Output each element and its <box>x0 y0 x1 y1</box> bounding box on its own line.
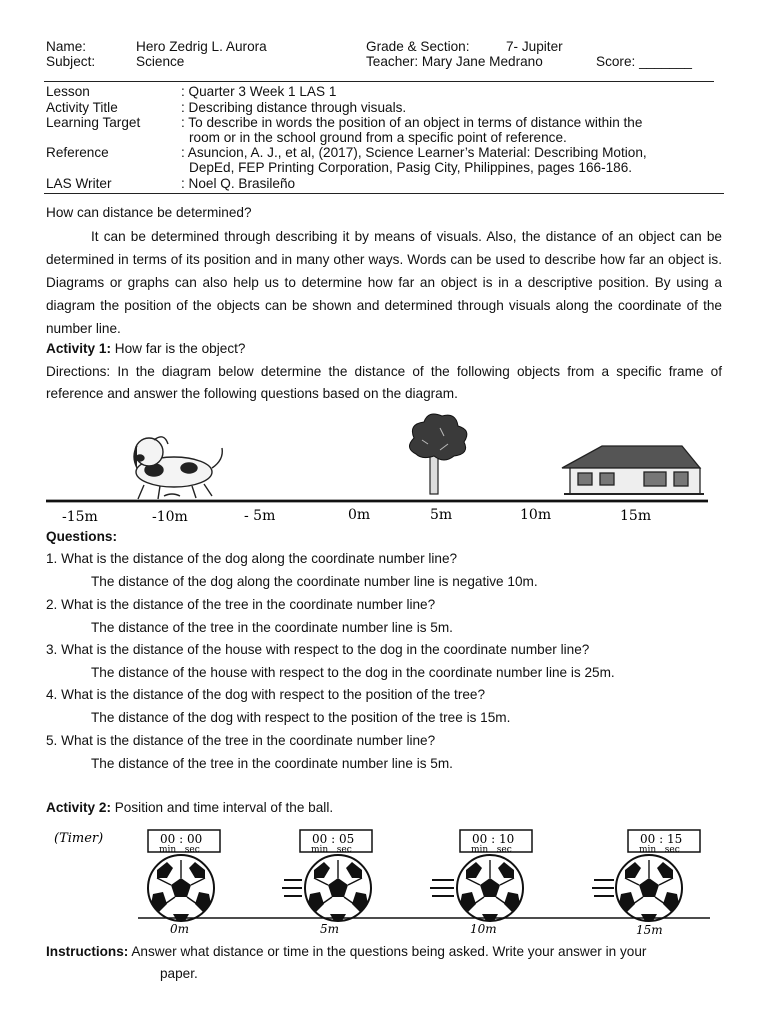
question: 2. What is the distance of the tree in the coordinate number line? <box>46 597 436 612</box>
intro-paragraph-text: It can be determined through describing it by means of visuals. Also, the distance of an object can be determined in terms of its position and in many other ways. Words can be used to describe how far an object is. Diagrams or graphs can also help us to determine how far an object is in a descriptive position. By using a diagram the position of the objects can be shown and determined through visuals along the coordinate of the number line. <box>46 229 722 336</box>
motion-lines-icon <box>592 880 614 896</box>
timer-time: 00 : 10 <box>472 832 515 846</box>
meta-value: : Asuncion, A. J., et al, (2017), Science Learner’s Material: Describing Motion, <box>181 145 647 160</box>
instructions-text-continued: paper. <box>160 966 198 981</box>
instructions-label: Instructions: <box>46 944 129 959</box>
activity2-title: Position and time interval of the ball. <box>110 800 334 815</box>
grade-label: Grade & Section: <box>366 39 470 54</box>
meta-label: Learning Target <box>46 115 141 130</box>
activity1-directions: Directions: In the diagram below determine the distance of the following objects from a specific frame of reference and answer the following questions based on the diagram. <box>46 364 722 401</box>
answer: The distance of the dog along the coordinate number line is negative 10m. <box>91 574 538 589</box>
score-label: Score: _______ <box>596 54 692 69</box>
soccer-ball-icon <box>305 855 371 921</box>
answer: The distance of the dog with respect to the position of the tree is 15m. <box>91 710 511 725</box>
motion-lines-icon <box>430 880 454 896</box>
activity1-label: Activity 1: <box>46 341 111 356</box>
grade-value: 7- Jupiter <box>506 39 563 54</box>
timer-units: min sec <box>159 845 200 855</box>
tick-label: 0m <box>348 507 371 523</box>
timer-label: (Timer) <box>54 831 104 846</box>
question: 5. What is the distance of the tree in the coordinate number line? <box>46 733 436 748</box>
intro-question: How can distance be determined? <box>46 205 252 220</box>
activity1-title: How far is the object? <box>110 341 246 356</box>
position-label: 5m <box>320 922 340 936</box>
tick-label: 10m <box>520 507 552 523</box>
header-divider <box>44 81 714 82</box>
meta-label: Reference <box>46 145 109 160</box>
answer: The distance of the tree in the coordinate number line is 5m. <box>91 756 453 771</box>
instructions-text: Answer what distance or time in the questions being asked. Write your answer in your <box>128 944 647 959</box>
tick-label: -10m <box>152 509 188 525</box>
timer-units: min sec <box>311 845 352 855</box>
tick-label: -15m <box>62 509 98 525</box>
motion-lines-icon <box>282 880 302 896</box>
dog-illustration <box>134 437 222 499</box>
ball-timer-diagram <box>46 822 716 940</box>
activity2-heading <box>46 800 333 815</box>
position-label: 0m <box>170 922 190 936</box>
name-label: Name: <box>46 39 87 54</box>
name-value: Hero Zedrig L. Aurora <box>136 39 267 54</box>
subject-label: Subject: <box>46 54 96 69</box>
meta-label: Lesson <box>46 84 90 99</box>
meta-value: : Describing distance through visuals. <box>181 100 407 115</box>
soccer-ball-icon <box>616 855 682 921</box>
timer-units: min sec <box>639 845 680 855</box>
activity1-heading <box>46 341 245 356</box>
intro-paragraph <box>46 225 722 340</box>
house-illustration <box>562 446 704 494</box>
instructions <box>46 944 646 959</box>
position-label: 15m <box>636 923 663 937</box>
answer: The distance of the tree in the coordinate number line is 5m. <box>91 620 453 635</box>
tree-illustration <box>409 414 466 494</box>
number-line-diagram <box>44 410 708 528</box>
timer-time: 00 : 15 <box>640 832 683 846</box>
timer-units: min sec <box>471 845 512 855</box>
answer: The distance of the house with respect to the dog in the coordinate number line is 25m. <box>91 665 615 680</box>
tick-label: 5m <box>430 507 453 523</box>
meta-label: Activity Title <box>46 100 118 115</box>
meta-value: : To describe in words the position of an object in terms of distance within the <box>181 115 643 130</box>
tick-label: 15m <box>620 508 652 524</box>
meta-value: : Quarter 3 Week 1 LAS 1 <box>181 84 337 99</box>
subject-value: Science <box>136 54 185 69</box>
teacher-label: Teacher: Mary Jane Medrano <box>366 54 543 69</box>
meta-label: LAS Writer <box>46 176 112 191</box>
timer-time: 00 : 00 <box>160 832 203 846</box>
meta-value: DepEd, FEP Printing Corporation, Pasig City, Philippines, pages 166-186. <box>189 160 633 175</box>
question: 4. What is the distance of the dog with respect to the position of the tree? <box>46 687 486 702</box>
question: 1. What is the distance of the dog along the coordinate number line? <box>46 551 458 566</box>
soccer-ball-icon <box>148 855 214 921</box>
position-label: 10m <box>470 922 497 936</box>
activity2-label: Activity 2: <box>46 800 111 815</box>
question: 3. What is the distance of the house with respect to the dog in the coordinate number line? <box>46 642 590 657</box>
meta-value: : Noel Q. Brasileño <box>181 176 296 191</box>
meta-divider <box>44 193 724 194</box>
meta-value: room or in the school ground from a specific point of reference. <box>189 130 567 145</box>
soccer-ball-icon <box>457 855 523 921</box>
timer-time: 00 : 05 <box>312 832 355 846</box>
questions-heading: Questions: <box>46 529 117 544</box>
tick-label: - 5m <box>244 508 276 524</box>
